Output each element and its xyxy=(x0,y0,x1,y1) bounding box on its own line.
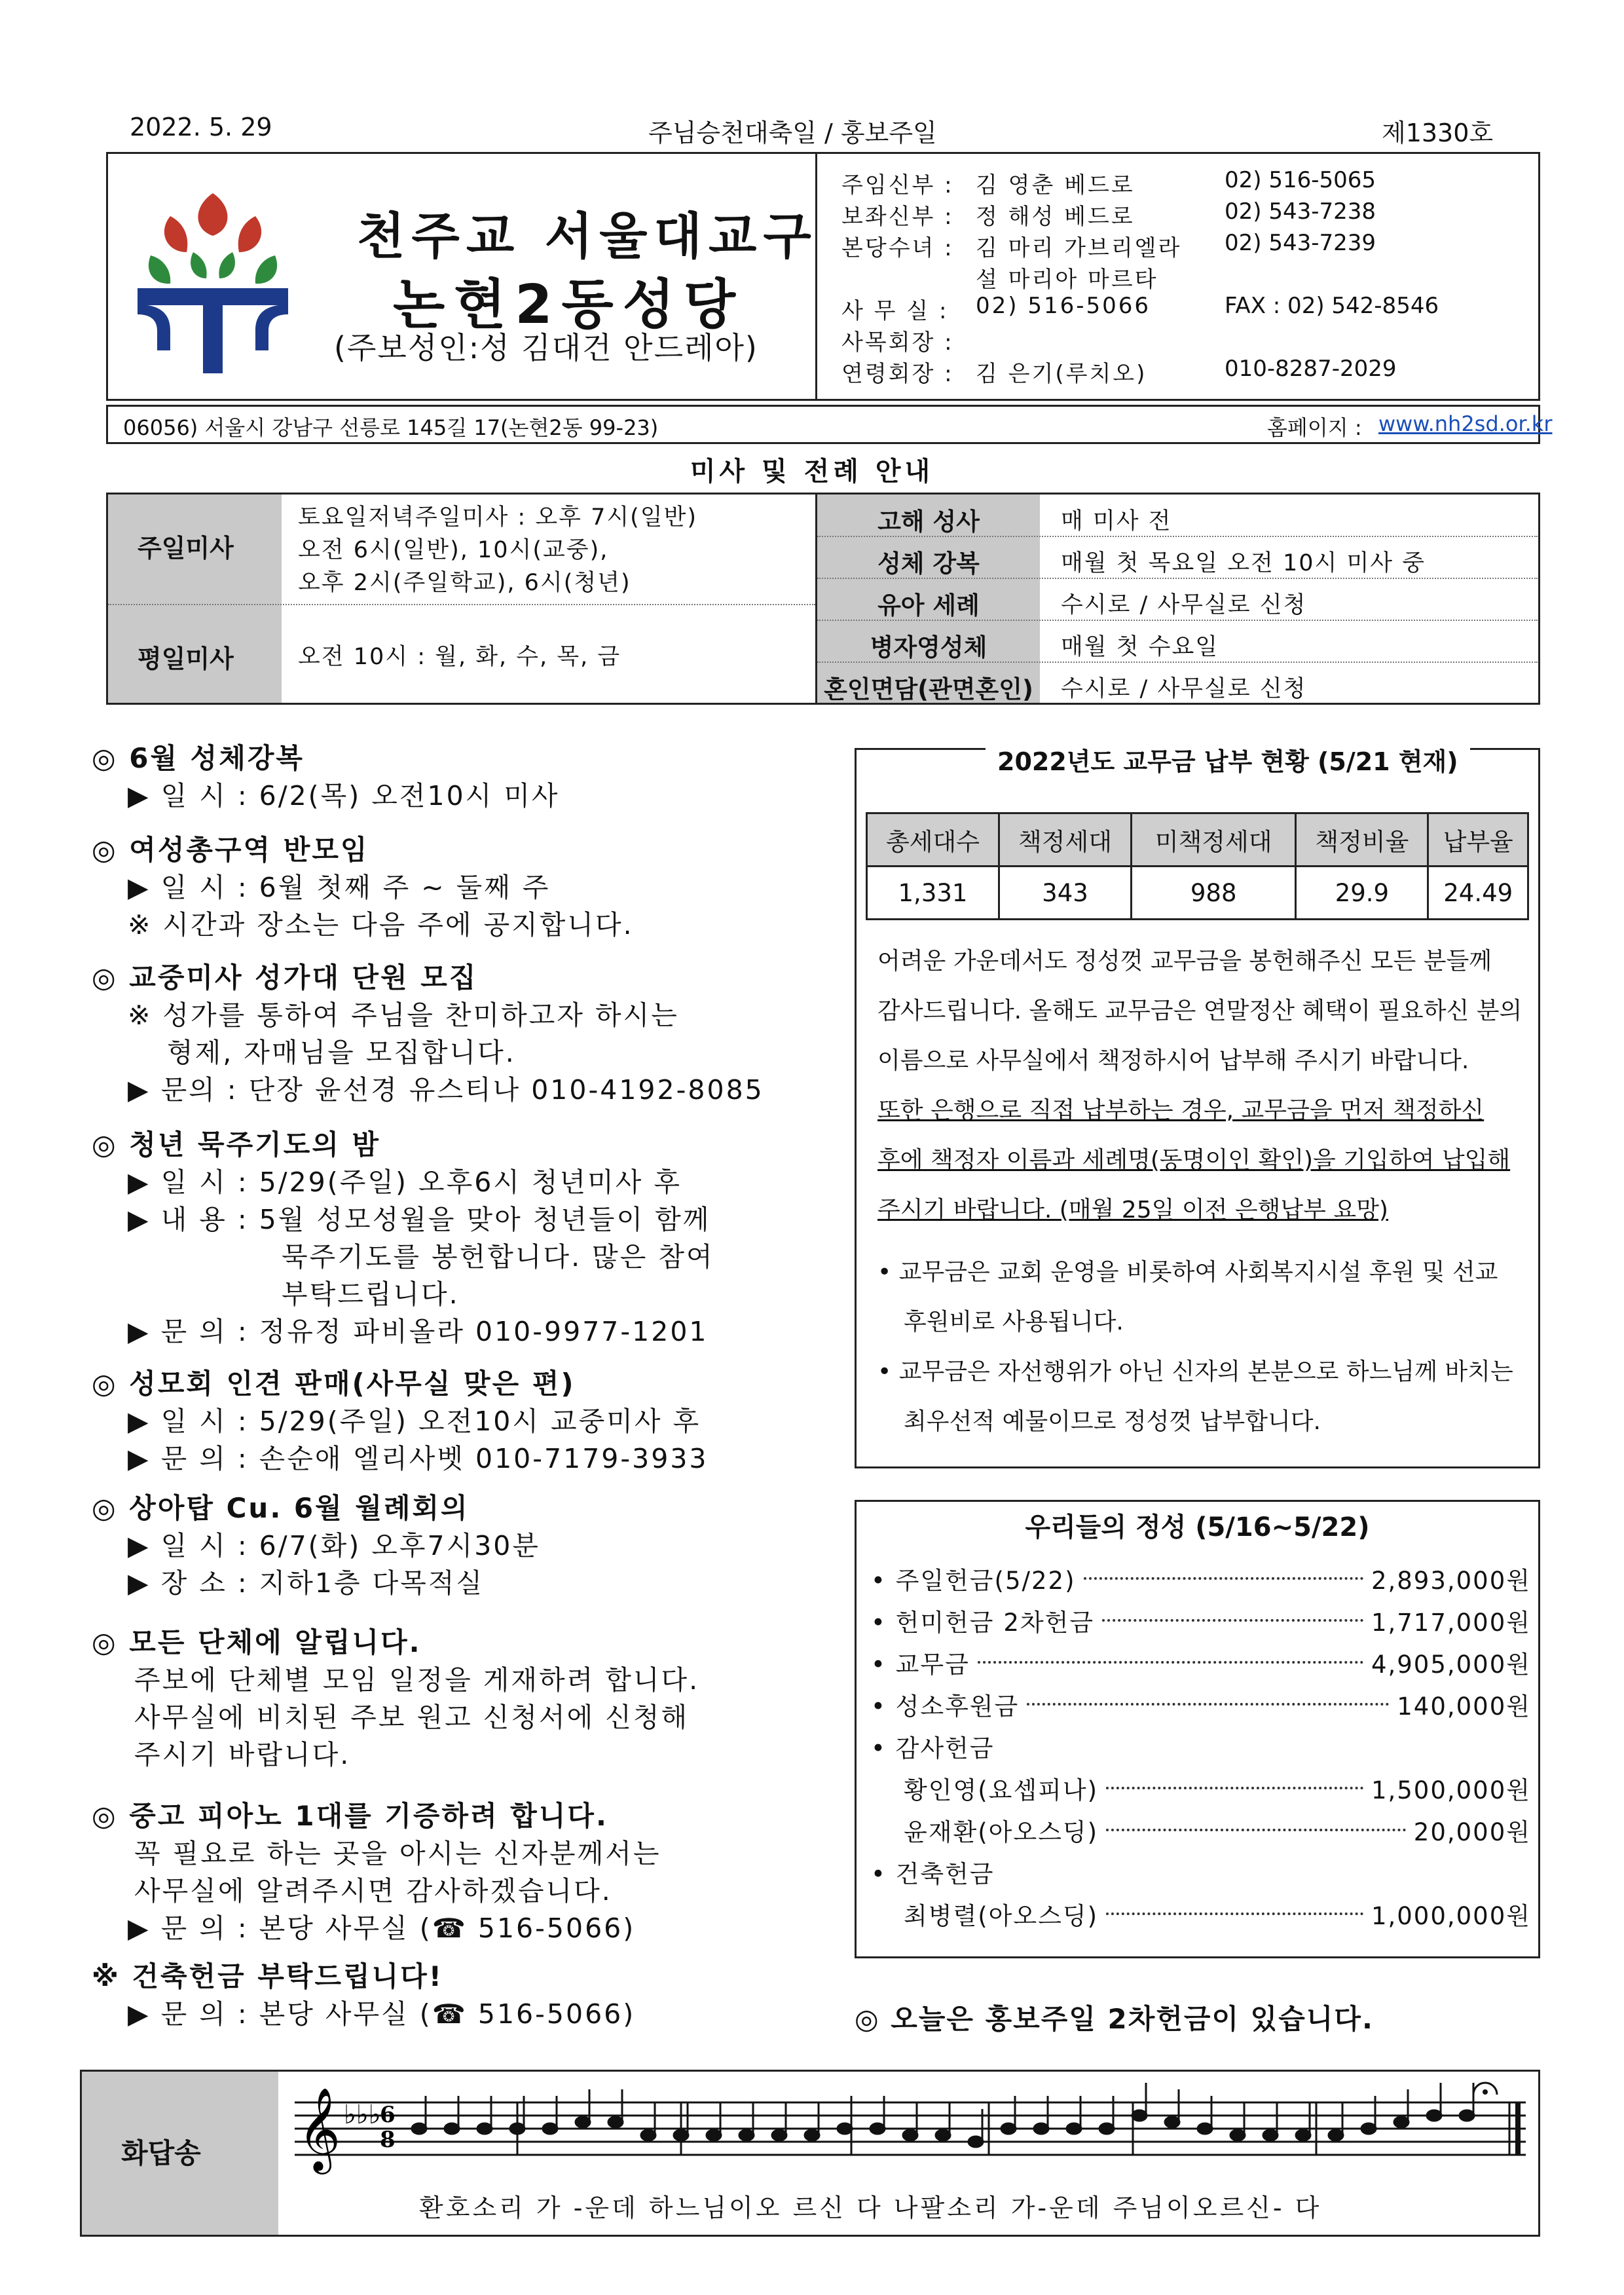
notice-line: ▶ 일 시 : 5/29(주일) 오후6시 청년미사 후 xyxy=(128,1166,682,1198)
notice-title: ◎ 상아탑 Cu. 6월 월례회의 xyxy=(92,1492,470,1524)
dues-paragraph-line: 어려운 가운데서도 정성껏 교무금을 봉헌해주신 모든 분들께 xyxy=(877,948,1492,975)
offering-row xyxy=(871,1852,1531,1892)
sacrament-divider xyxy=(817,578,1538,579)
sacrament-label: 고해 성사 xyxy=(877,508,980,536)
staff-role: 주임신부 : xyxy=(841,172,954,198)
dues-value: 24.49 xyxy=(1428,867,1528,920)
sacrament-label: 성체 강복 xyxy=(877,550,980,578)
notice-line: ▶ 문의 : 단장 윤선경 유스티나 010-4192-8085 xyxy=(128,1074,764,1106)
dues-paragraph-line: 주시기 바랍니다. (매월 25일 이전 은행납부 요망) xyxy=(877,1197,1388,1223)
psalm-lyrics: 환호소리 가 -운데 하느님이오 르신 다 나팔소리 가-운데 주님이오르신- 다 xyxy=(419,2193,1322,2222)
offering-row xyxy=(871,1643,1531,1682)
dues-value: 1,331 xyxy=(867,867,999,920)
notice-line: ※ 시간과 장소는 다음 주에 공지합니다. xyxy=(128,909,634,941)
offering-label: • 헌미헌금 2차헌금 xyxy=(871,1609,1095,1637)
dues-bullet-line: • 교무금은 교회 운영을 비롯하여 사회복지시설 후원 및 선교 xyxy=(877,1259,1498,1286)
notice-line: ※ 성가를 통하여 주님을 찬미하고자 하시는 xyxy=(128,999,679,1031)
sacrament-label: 병자영성체 xyxy=(870,633,987,662)
notice-line: ▶ 문 의 : 정유정 파비올라 010-9977-1201 xyxy=(128,1316,709,1347)
sacrament-label: 혼인면담(관면혼인) xyxy=(824,675,1033,703)
header-divider xyxy=(815,152,817,401)
offering-amount: 4,905,000원 xyxy=(1371,1651,1531,1679)
sacrament-text: 수시로 / 사무실로 신청 xyxy=(1061,676,1307,702)
staff-role: 보좌신부 : xyxy=(841,204,954,230)
notice-line: 부탁드립니다. xyxy=(282,1278,460,1310)
offering-row xyxy=(871,1726,1531,1766)
notice-title: ◎ 중고 피아노 1대를 기증하려 합니다. xyxy=(92,1800,608,1832)
staff-name: 김 마리 가브리엘라 xyxy=(976,235,1182,261)
offering-amount: 20,000원 xyxy=(1413,1818,1531,1846)
sacrament-divider xyxy=(817,662,1538,663)
offering-label: 황인영(요셉피나) xyxy=(904,1776,1099,1804)
sacrament-text: 매월 첫 목요일 오전 10시 미사 중 xyxy=(1061,550,1426,576)
dues-header: 납부율 xyxy=(1428,813,1528,867)
offering-row xyxy=(871,1810,1531,1850)
offering-row xyxy=(871,1559,1531,1598)
staff-name: 02) 516-5066 xyxy=(976,293,1151,319)
mass-row-divider xyxy=(108,604,815,606)
notice-title: ◎ 여성총구역 반모임 xyxy=(92,834,369,866)
offering-amount: 140,000원 xyxy=(1397,1692,1531,1721)
staff-role: 사 무 실 : xyxy=(841,298,949,324)
parish-name: 논현2동성당 xyxy=(393,274,745,336)
staff-role: 연령회장 : xyxy=(841,361,954,387)
offerings-title: 우리들의 정성 (5/16~5/22) xyxy=(1025,1512,1370,1542)
notice-line: ▶ 일 시 : 6/7(화) 오후7시30분 xyxy=(128,1530,540,1561)
dues-bullet-line: 최우선적 예물이므로 정성껏 납부합니다. xyxy=(904,1408,1321,1435)
notice-line: 묵주기도를 봉헌합니다. 많은 참여 xyxy=(282,1241,714,1273)
dues-bullet-line: 후원비로 사용됩니다. xyxy=(904,1309,1124,1335)
dues-header: 미책정세대 xyxy=(1131,813,1295,867)
homepage-link[interactable]: www.nh2sd.or.kr xyxy=(1378,411,1553,436)
offering-label: 최병렬(아오스딩) xyxy=(904,1902,1099,1930)
notice-line: ▶ 문 의 : 손순애 엘리사벳 010-7179-3933 xyxy=(128,1443,709,1474)
occasion-title: 주님승천대축일 / 홍보주일 xyxy=(648,119,937,147)
mass-section-title: 미사 및 전례 안내 xyxy=(690,457,934,487)
psalm-label: 화답송 xyxy=(121,2137,201,2169)
notice-line: ▶ 일 시 : 6/2(목) 오전10시 미사 xyxy=(128,780,560,812)
offering-label: 윤재환(아오스딩) xyxy=(904,1818,1099,1846)
sunday-mass-line-2: 오전 6시(일반), 10시(교중), xyxy=(298,537,609,563)
staff-phone: 010-8287-2029 xyxy=(1225,356,1397,382)
offering-amount: 2,893,000원 xyxy=(1371,1567,1531,1595)
sacrament-text: 매 미사 전 xyxy=(1061,508,1172,534)
offering-row xyxy=(871,1685,1531,1724)
weekday-mass-text: 오전 10시 : 월, 화, 수, 목, 금 xyxy=(298,644,621,670)
offering-dots xyxy=(978,1661,1363,1664)
church-address: 06056) 서울시 강남구 선릉로 145길 17(논현2동 99-23) xyxy=(123,415,659,440)
notice-line: ▶ 문 의 : 본당 사무실 (☎ 516-5066) xyxy=(128,1912,636,1944)
notice-line: 사무실에 알려주시면 감사하겠습니다. xyxy=(134,1875,612,1907)
archdiocese-title: 천주교 서울대교구 xyxy=(357,207,818,265)
dues-value: 343 xyxy=(999,867,1131,920)
staff-name: 김 은기(루치오) xyxy=(976,361,1147,387)
notice-line: 주시기 바랍니다. xyxy=(134,1739,351,1770)
dues-paragraph-line: 감사드립니다. 올해도 교무금은 연말정산 혜택이 필요하신 분의 xyxy=(877,998,1522,1024)
notice-title: ◎ 성모회 인견 판매(사무실 맞은 편) xyxy=(92,1368,576,1400)
staff-phone: 02) 543-7238 xyxy=(1225,198,1376,225)
offering-label: • 성소후원금 xyxy=(871,1692,1020,1721)
offering-dots xyxy=(1106,1787,1363,1789)
staff-phone: 02) 543-7239 xyxy=(1225,230,1376,256)
notice-title: ◎ 청년 묵주기도의 밤 xyxy=(92,1129,381,1161)
sunday-mass-line-1: 토요일저녁주일미사 : 오후 7시(일반) xyxy=(298,504,698,531)
notice-line: 형제, 자매님을 모집합니다. xyxy=(167,1037,516,1068)
svg-text:6: 6 xyxy=(380,2102,396,2128)
notice-title: ◎ 6월 성체강복 xyxy=(92,742,304,774)
offering-label: • 주일헌금(5/22) xyxy=(871,1567,1076,1595)
offering-dots xyxy=(1106,1829,1406,1831)
sacrament-text: 수시로 / 사무실로 신청 xyxy=(1061,592,1307,618)
homepage-label: 홈페이지 : xyxy=(1267,415,1362,440)
notice-line: ▶ 일 시 : 5/29(주일) 오전10시 교중미사 후 xyxy=(128,1406,701,1437)
sunday-mass-line-3: 오후 2시(주일학교), 6시(청년) xyxy=(298,570,631,596)
psalm-music-staff-icon xyxy=(295,2076,1532,2174)
sacrament-label: 유아 세례 xyxy=(877,591,980,620)
svg-text:♭♭♭: ♭♭♭ xyxy=(344,2100,381,2130)
notice-title: ※ 건축헌금 부탁드립니다! xyxy=(92,1960,443,1992)
staff-name: 정 해성 베드로 xyxy=(976,204,1135,230)
issue-number: 제1330호 xyxy=(1382,119,1494,147)
offering-dots xyxy=(1106,1912,1363,1915)
offering-label: • 감사헌금 xyxy=(871,1734,995,1763)
offering-label: • 교무금 xyxy=(871,1651,970,1679)
sacrament-divider xyxy=(817,620,1538,621)
dues-value: 988 xyxy=(1131,867,1295,920)
staff-phone: FAX : 02) 542-8546 xyxy=(1225,293,1439,319)
dues-header: 총세대수 xyxy=(867,813,999,867)
offering-label: • 건축헌금 xyxy=(871,1860,995,1888)
notice-line: ▶ 문 의 : 본당 사무실 (☎ 516-5066) xyxy=(128,1998,636,2030)
parish-logo-icon xyxy=(131,180,295,377)
staff-phone: 02) 516-5065 xyxy=(1225,167,1376,193)
staff-role: 본당수녀 : xyxy=(841,235,954,261)
weekday-mass-label: 평일미사 xyxy=(138,644,234,673)
offering-amount: 1,500,000원 xyxy=(1371,1776,1531,1804)
staff-name: 김 영춘 베드로 xyxy=(976,172,1135,198)
dues-header: 책정비율 xyxy=(1296,813,1428,867)
notice-line: 꼭 필요로 하는 곳을 아시는 신자분께서는 xyxy=(134,1838,661,1869)
dues-table xyxy=(866,812,1529,920)
dues-paragraph-line: 또한 은행으로 직접 납부하는 경우, 교무금을 먼저 책정하신 xyxy=(877,1097,1485,1124)
notice-line: 주보에 단체별 모임 일정을 게재하려 합니다. xyxy=(134,1664,700,1696)
offering-dots xyxy=(1027,1703,1389,1706)
second-collection-announcement: ◎ 오늘은 홍보주일 2차헌금이 있습니다. xyxy=(855,2003,1374,2035)
sacrament-divider xyxy=(817,536,1538,537)
notice-line: ▶ 내 용 : 5월 성모성월을 맞아 청년들이 함께 xyxy=(128,1204,711,1235)
notice-line: ▶ 일 시 : 6월 첫째 주 ~ 둘째 주 xyxy=(128,872,551,903)
staff-role: 사목회장 : xyxy=(841,329,954,356)
offering-row xyxy=(871,1768,1531,1808)
staff-name: 설 마리아 마르타 xyxy=(976,267,1158,293)
dues-bullet-line: • 교무금은 자선행위가 아닌 신자의 본분으로 하느님께 바치는 xyxy=(877,1358,1513,1385)
offering-amount: 1,000,000원 xyxy=(1371,1902,1531,1930)
offering-row xyxy=(871,1894,1531,1933)
svg-text:𝄞: 𝄞 xyxy=(298,2087,341,2171)
notice-line: 사무실에 비치된 주보 원고 신청서에 신청해 xyxy=(134,1702,690,1733)
offering-dots xyxy=(1102,1619,1363,1622)
offering-amount: 1,717,000원 xyxy=(1371,1609,1531,1637)
dues-header: 책정세대 xyxy=(999,813,1131,867)
dues-title: 2022년도 교무금 납부 현황 (5/21 현재) xyxy=(986,741,1470,777)
patron-saint: (주보성인:성 김대건 안드레아) xyxy=(334,330,758,365)
offering-row xyxy=(871,1601,1531,1640)
dues-value: 29.9 xyxy=(1296,867,1428,920)
notice-line: ▶ 장 소 : 지하1층 다목적실 xyxy=(128,1567,485,1599)
sunday-mass-label: 주일미사 xyxy=(138,534,234,563)
sacrament-text: 매월 첫 수요일 xyxy=(1061,634,1219,660)
bulletin-date: 2022. 5. 29 xyxy=(130,113,272,141)
offering-dots xyxy=(1084,1577,1363,1580)
svg-text:8: 8 xyxy=(380,2127,396,2153)
dues-paragraph-line: 이름으로 사무실에서 책정하시어 납부해 주시기 바랍니다. xyxy=(877,1047,1469,1074)
dues-paragraph-line: 후에 책정자 이름과 세례명(동명이인 확인)을 기입하여 납입해 xyxy=(877,1147,1511,1174)
notice-title: ◎ 모든 단체에 알립니다. xyxy=(92,1626,422,1658)
notice-title: ◎ 교중미사 성가대 단원 모집 xyxy=(92,961,478,994)
